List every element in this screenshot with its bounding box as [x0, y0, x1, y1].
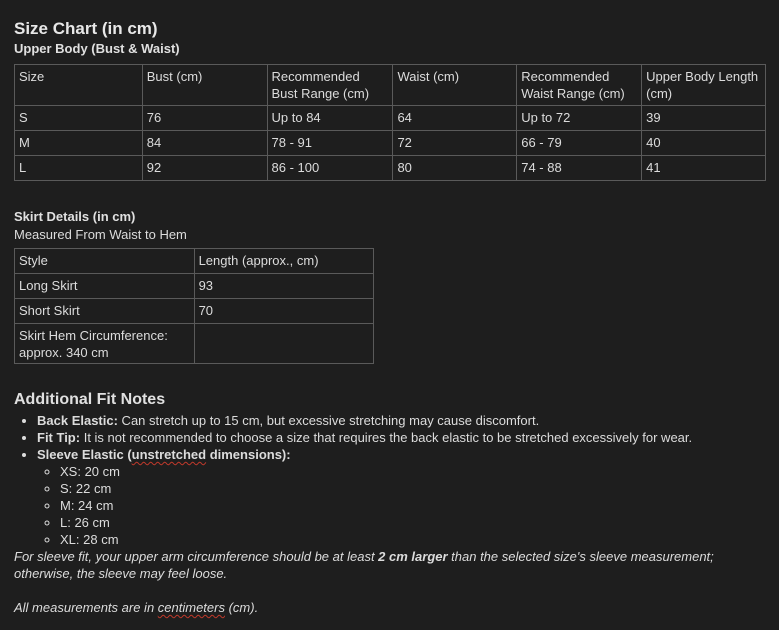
text-part: For sleeve fit, your upper arm circumference should be at least	[14, 549, 379, 564]
table-cell: 80	[393, 156, 517, 181]
header-waist-range: Recommended Waist Range (cm)	[517, 65, 642, 106]
spellcheck-word: unstretched	[131, 447, 207, 462]
table-row	[15, 274, 374, 299]
header-bust: Bust (cm)	[142, 65, 267, 106]
spellcheck-word: centimeters	[157, 600, 225, 615]
text-part: All measurements are in	[14, 600, 158, 615]
upper-body-heading: Upper Body (Bust & Waist)	[14, 41, 180, 56]
table-cell: Long Skirt	[15, 274, 195, 299]
sleeve-size-list	[37, 463, 766, 548]
header-length: Length (approx., cm)	[194, 249, 373, 274]
note-text: Can stretch up to 15 cm, but excessive stretching may cause discomfort.	[117, 413, 540, 428]
table-cell	[194, 324, 373, 364]
measurement-note	[14, 599, 766, 616]
document	[14, 18, 766, 616]
table-row	[15, 324, 374, 364]
list-item: ◦ M: 24 cm	[60, 497, 766, 514]
table-cell: 76	[142, 106, 267, 131]
page-title: Size Chart (in cm)	[14, 19, 158, 38]
notes-list	[14, 412, 766, 548]
table-cell: 41	[642, 156, 766, 181]
text-part: (cm).	[224, 600, 259, 615]
sleeve-fit-note	[14, 548, 766, 582]
table-cell: Short Skirt	[15, 299, 195, 324]
table-cell: 72	[393, 131, 517, 156]
table-cell: L	[15, 156, 143, 181]
table-row	[15, 299, 374, 324]
label-part: Sleeve Elastic (	[37, 447, 132, 462]
table-cell: 84	[142, 131, 267, 156]
skirt-subheading: Measured From Waist to Hem	[14, 227, 187, 242]
table-cell: 86 - 100	[267, 156, 393, 181]
skirt-heading: Skirt Details (in cm)	[14, 209, 136, 224]
table-row	[15, 131, 766, 156]
table-cell: Up to 72	[517, 106, 642, 131]
table-cell: 64	[393, 106, 517, 131]
table-cell: Up to 84	[267, 106, 393, 131]
list-item: ◦ S: 22 cm	[60, 480, 766, 497]
list-item: ◦ XL: 28 cm	[60, 531, 766, 548]
note-label: Back Elastic:	[37, 413, 118, 428]
header-waist: Waist (cm)	[393, 65, 517, 106]
table-cell: Skirt Hem Circumference: approx. 340 cm	[15, 324, 195, 364]
upper-body-table	[14, 64, 766, 181]
notes-heading: Additional Fit Notes	[14, 391, 166, 408]
note-label: Fit Tip:	[37, 430, 81, 445]
header-style: Style	[15, 249, 195, 274]
label-part: dimensions):	[206, 447, 291, 462]
skirt-table	[14, 248, 374, 364]
list-item: ◦ XS: 20 cm	[60, 463, 766, 480]
table-cell: 39	[642, 106, 766, 131]
header-bust-range: Recommended Bust Range (cm)	[267, 65, 393, 106]
table-header-row	[15, 249, 374, 274]
table-cell: S	[15, 106, 143, 131]
table-cell: 66 - 79	[517, 131, 642, 156]
table-cell: 74 - 88	[517, 156, 642, 181]
header-body-length: Upper Body Length (cm)	[642, 65, 766, 106]
list-item	[37, 446, 766, 548]
table-cell: 40	[642, 131, 766, 156]
text-part: than the selected size's sleeve measurement; otherwise, the sleeve may feel loose.	[14, 549, 714, 581]
table-row	[15, 156, 766, 181]
table-cell: 78 - 91	[267, 131, 393, 156]
header-size: Size	[15, 65, 143, 106]
table-header-row	[15, 65, 766, 106]
list-item	[37, 412, 766, 429]
table-cell: M	[15, 131, 143, 156]
emphasis: 2 cm larger	[378, 549, 448, 564]
table-cell: 93	[194, 274, 373, 299]
list-item	[37, 429, 766, 446]
table-cell: 92	[142, 156, 267, 181]
table-row	[15, 106, 766, 131]
note-text: It is not recommended to choose a size that requires the back elastic to be stretched excessively for wear.	[80, 430, 693, 445]
table-cell: 70	[194, 299, 373, 324]
note-label	[37, 447, 291, 462]
list-item: ◦ L: 26 cm	[60, 514, 766, 531]
